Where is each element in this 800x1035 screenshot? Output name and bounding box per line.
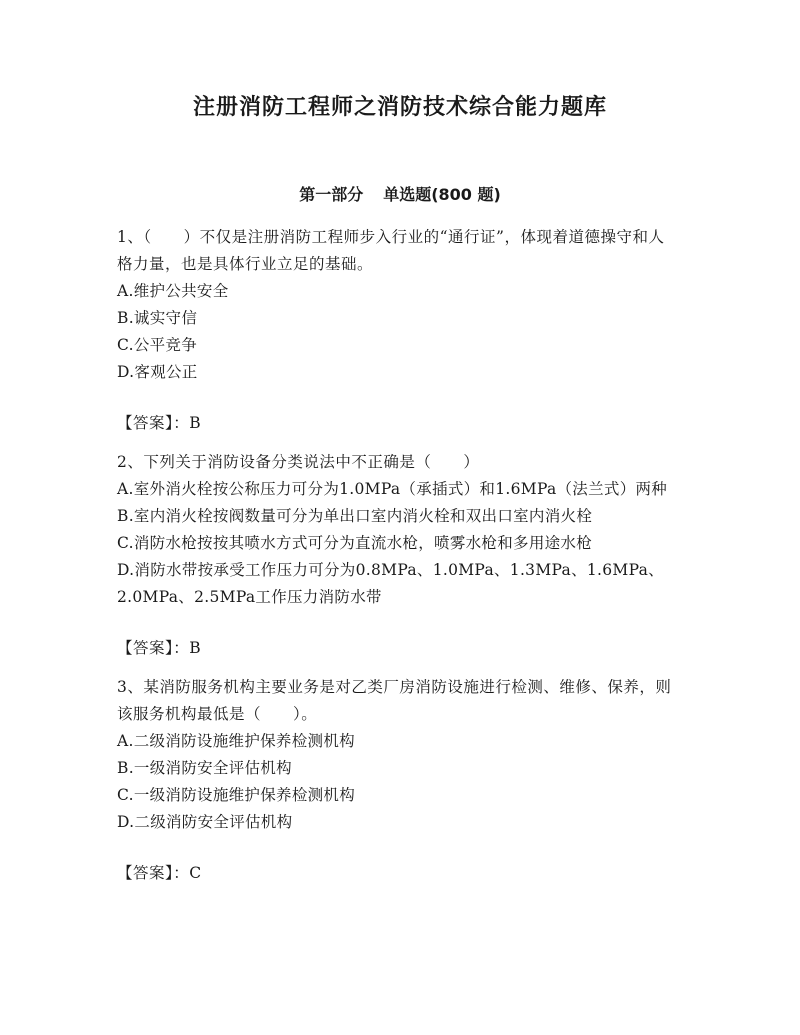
answer-label: 【答案】： [117, 639, 190, 657]
question-stem: 2、下列关于消防设备分类说法中不正确是（ ） [117, 453, 480, 471]
option-list [117, 728, 677, 836]
option-c: C.一级消防设施维护保养检测机构 [117, 786, 356, 804]
option-b: B.室内消火栓按阀数量可分为单出口室内消火栓和双出口室内消火栓 [117, 507, 593, 525]
section-name: 单选题(800 题) [383, 185, 501, 204]
option-d: D.客观公正 [117, 363, 198, 381]
option-a: A.维护公共安全 [117, 282, 229, 300]
option-b: B.一级消防安全评估机构 [117, 759, 292, 777]
answer-line [117, 410, 677, 437]
answer-value: C [189, 864, 202, 882]
question-stem: 1、（ ）不仅是注册消防工程师步入行业的“通行证”，体现着道德操守和人格力量，也是具体行业立足的基础。 [117, 228, 665, 273]
option-list [117, 278, 677, 386]
option-c: C.消防水枪按按其喷水方式可分为直流水枪，喷雾水枪和多用途水枪 [117, 534, 593, 552]
section-part: 第一部分 [299, 185, 364, 204]
answer-line [117, 860, 677, 887]
question-1 [117, 224, 677, 437]
answer-label: 【答案】： [117, 414, 190, 432]
question-3 [117, 674, 677, 887]
question-stem: 3、某消防服务机构主要业务是对乙类厂房消防设施进行检测、维修、保养，则该服务机构最低是（ ）。 [117, 678, 672, 723]
option-d: D.二级消防安全评估机构 [117, 813, 293, 831]
section-title [0, 183, 800, 207]
option-a: A.二级消防设施维护保养检测机构 [117, 732, 355, 750]
answer-label: 【答案】： [117, 864, 190, 882]
option-list [117, 476, 677, 611]
option-c: C.公平竞争 [117, 336, 198, 354]
option-b: B.诚实守信 [117, 309, 198, 327]
option-a: A.室外消火栓按公称压力可分为1.0MPa（承插式）和1.6MPa（法兰式）两种 [117, 480, 668, 498]
option-d: D.消防水带按承受工作压力可分为0.8MPa、1.0MPa、1.3MPa、1.6MPa、2.0MPa、2.5MPa工作压力消防水带 [117, 561, 664, 606]
question-2 [117, 449, 677, 662]
answer-value: B [189, 639, 201, 657]
answer-value: B [189, 414, 201, 432]
document-title: 注册消防工程师之消防技术综合能力题库 [192, 95, 607, 120]
answer-line [117, 635, 677, 662]
question-list [117, 224, 677, 899]
